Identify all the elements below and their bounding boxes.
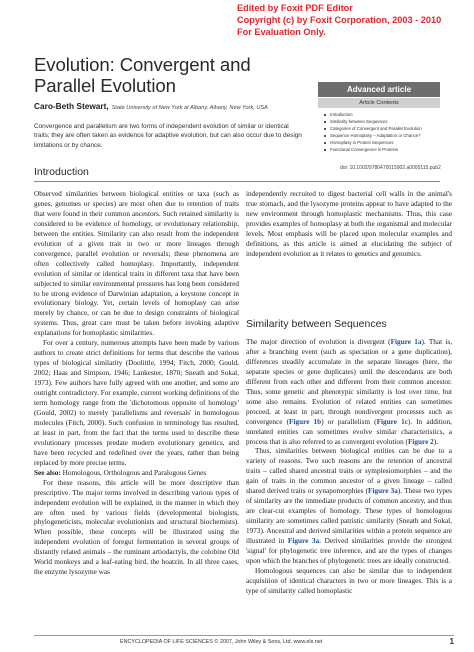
intro-paragraph-3: For these reasons, this article will be more descriptive than prescriptive. The major terms involved in describing various types of independent evolution will be explained, in the manner in which they are often used by various fields (developmental biologists, phylogeneticists, molecular evolutionists and structural biochemists). When possible, these concepts will be illustrated using the independent evolution of foregut fermentation in several groups of distantly related animals – the ruminant artiodactyls, the colobine Old World monkeys and a leaf-eating bird, the hoatzin. In all three cases, the enzyme lysozyme was [34, 478, 239, 577]
similarity-paragraph-1: The major direction of evolution is divergent (Figure 1a). That is, after a branching event (such as speciation or a gene duplication), differences steadily accumulate in the separate lineages (here, the separate species or gene duplicates) until the descendants are both different from each other and different from their common ancestor. Thus, some genetic and phenotypic similarity is lost over time, but some also remains. Evolution of related entities can sometimes proceed, at least in part, through nondivergent processes such as convergence (Figure 1b) or parallelism (Figure 1c). In addition, unrelated entities can sometimes evolve similar characteristics, a process that is also referred to as convergent evolution (Figure 2). [246, 338, 453, 446]
article-contents-list [318, 108, 440, 154]
article-contents-label: Article Contents [318, 98, 440, 108]
article-contents-box [318, 82, 440, 158]
advanced-article-heading: Advanced article [318, 82, 440, 97]
figure-1b-link[interactable]: Figure 1b [289, 417, 322, 426]
figure-2-link[interactable]: Figure 2 [407, 437, 434, 446]
contents-item-categories[interactable]: Categories of Convergent and Parallel Evolution [324, 125, 440, 132]
foxit-watermark [237, 2, 473, 39]
similarity-paragraph-3: Homologous sequences can also be similar due to independent acquisition of identical characters in two or more lineages. This is a type of similarity called homoplastic [246, 566, 452, 595]
figure-3a-link[interactable]: Figure 3a [368, 487, 398, 496]
bullet-icon [324, 121, 326, 123]
contents-item-similarity[interactable]: Similarity between Sequences [324, 118, 440, 125]
author-affiliation: State University of New York at Albany, Albany, New York, USA [111, 105, 268, 111]
similarity-paragraph-2: Thus, similarities between biological entities can be due to a variety of reasons. Two such reasons are the retention of ancestral traits – called shared ancestral traits or symplesiomorphies – and the gain of traits in the common ancestor of a given lineage – called shared derived traits or synapomorphies (Figure 3a). These two types of similarity are the immediate products of common ancestry, and thus are clear-cut examples of homology. These types of homologous similarity are sometimes called patristic similarity (Sneath and Sokal, 1973). Ancestral and derived similarities within a protein sequence are illustrated in Figure 3a. Derived similarities provide the strongest 'signal' for phylogenetic tree inference, and are the types of changes upon which the branches of phylogenetic trees are ideally constructed. [246, 447, 452, 565]
article-title: Evolution: Convergent and Parallel Evolution [34, 54, 251, 96]
right-column-top [246, 190, 452, 260]
left-column [34, 190, 239, 578]
contents-item-functional-convergence[interactable]: Functional Convergence in Proteins [324, 146, 440, 153]
doi-text: doi: 10.1002/9780470015902.a0005115.pub2 [340, 165, 441, 171]
right-column-similarity [246, 338, 452, 597]
page-footer [34, 635, 454, 647]
intro-paragraph-continued: independently recruited to digest bacterial cell walls in the animal's true stomach, and the lysozyme proteins appear to have adapted to the new environment through homoplastic mechanisms. Thus, this case provides examples of homoplasy at both the organismal and molecular levels. Most emphasis will be placed upon molecular examples and definitions, as this article is aimed at elucidating the subject of independent evolution as it relates to genetics and genomics. [246, 190, 452, 258]
abstract: Convergence and parallelism are two forms of independent evolution of similar or identical traits; they are often taken as evidence for adaptive evolution, but can also occur due to design limitations or by chance. [34, 123, 302, 149]
author-line [34, 101, 324, 113]
watermark-line-2: Copyright (c) by Foxit Corporation, 2003 - 2010 [237, 15, 442, 26]
bullet-icon [324, 135, 326, 137]
figure-3a-link-2[interactable]: Figure 3a [287, 537, 320, 546]
watermark-line-1: Edited by Foxit PDF Editor [237, 3, 353, 13]
contents-item-homoplasy-adaptation[interactable]: Sequence Homoplasy – Adaptation or Chance? [324, 132, 440, 139]
intro-paragraph-2: For over a century, numerous attempts have been made by various authors to create strict definitions for terms that describe the various types of biological similarity (Doolittle, 1994; Fitch, 2000; Gould, 2002; Haas and Simpson, 1946; Lankester, 1870; Sneath and Sokal, 1973). Few authors have fully agreed with one another, and some are outright contradictory. For example, current working definitions of the term homology range from the 'dichotomous opposite of homology' (Gould, 2002) to merely 'parallelisms and reversals' in homologous molecules (Fitch, 2000). Such confusion in terminology has resulted, at least in part, from the fact that the terms used to describe these evolutionary processes predate modern evolutionary genetics, and have been recycled and redefined over the years, rather than being replaced by more precise terms. [34, 339, 239, 467]
figure-1a-link[interactable]: Figure 1a [390, 338, 422, 346]
section-heading-introduction: Introduction [34, 166, 89, 178]
figure-1c-link[interactable]: Figure 1c [376, 417, 408, 426]
contents-item-introduction[interactable]: Introduction [324, 111, 440, 118]
page-number: 1 [449, 637, 454, 646]
bullet-icon [324, 114, 326, 116]
section-heading-similarity: Similarity between Sequences [246, 318, 387, 330]
intro-paragraph-1: Observed similarities between biological entities or taxa (such as genes, genomes or species) are most often due to retention of traits that were found in their common ancestors. Such retained similarity is considered to be evidence of homology, or evolutionary relationship, between the entities. Similarity can also result from the independent evolution of a given trait in two or more lineages through convergence, parallel evolution or reversals; these phenomena are often collectively called homoplasy. Importantly, independent evolution of similar or identical traits in different taxa that have been subjected to similar environmental pressures has long been considered to be strong evidence of Darwinian adaptation, a keystone concept in evolutionary biology. Yet, certain levels of homoplasy can arise merely by chance, or can be due to design constraints of biological systems. Thus, great care must be taken before invoking adaptive explanations for homoplastic similarities. [34, 190, 239, 338]
see-also-link[interactable]: Homologous, Orthologous and Paralogous Genes [62, 468, 207, 477]
bullet-icon [324, 149, 326, 151]
section-rule [34, 181, 440, 182]
see-also [34, 469, 239, 479]
bullet-icon [324, 128, 326, 130]
footer-text: ENCYCLOPEDIA OF LIFE SCIENCES © 2007, John Wiley & Sons, Ltd. www.els.net [120, 639, 323, 645]
see-also-label: See also: [34, 468, 61, 477]
author-name: Caro-Beth Stewart, [34, 101, 109, 111]
contents-item-homoplasy-proteins[interactable]: Homoplasy in Protein Sequences [324, 139, 440, 146]
watermark-line-3: For Evaluation Only. [237, 27, 326, 38]
bullet-icon [324, 142, 326, 144]
